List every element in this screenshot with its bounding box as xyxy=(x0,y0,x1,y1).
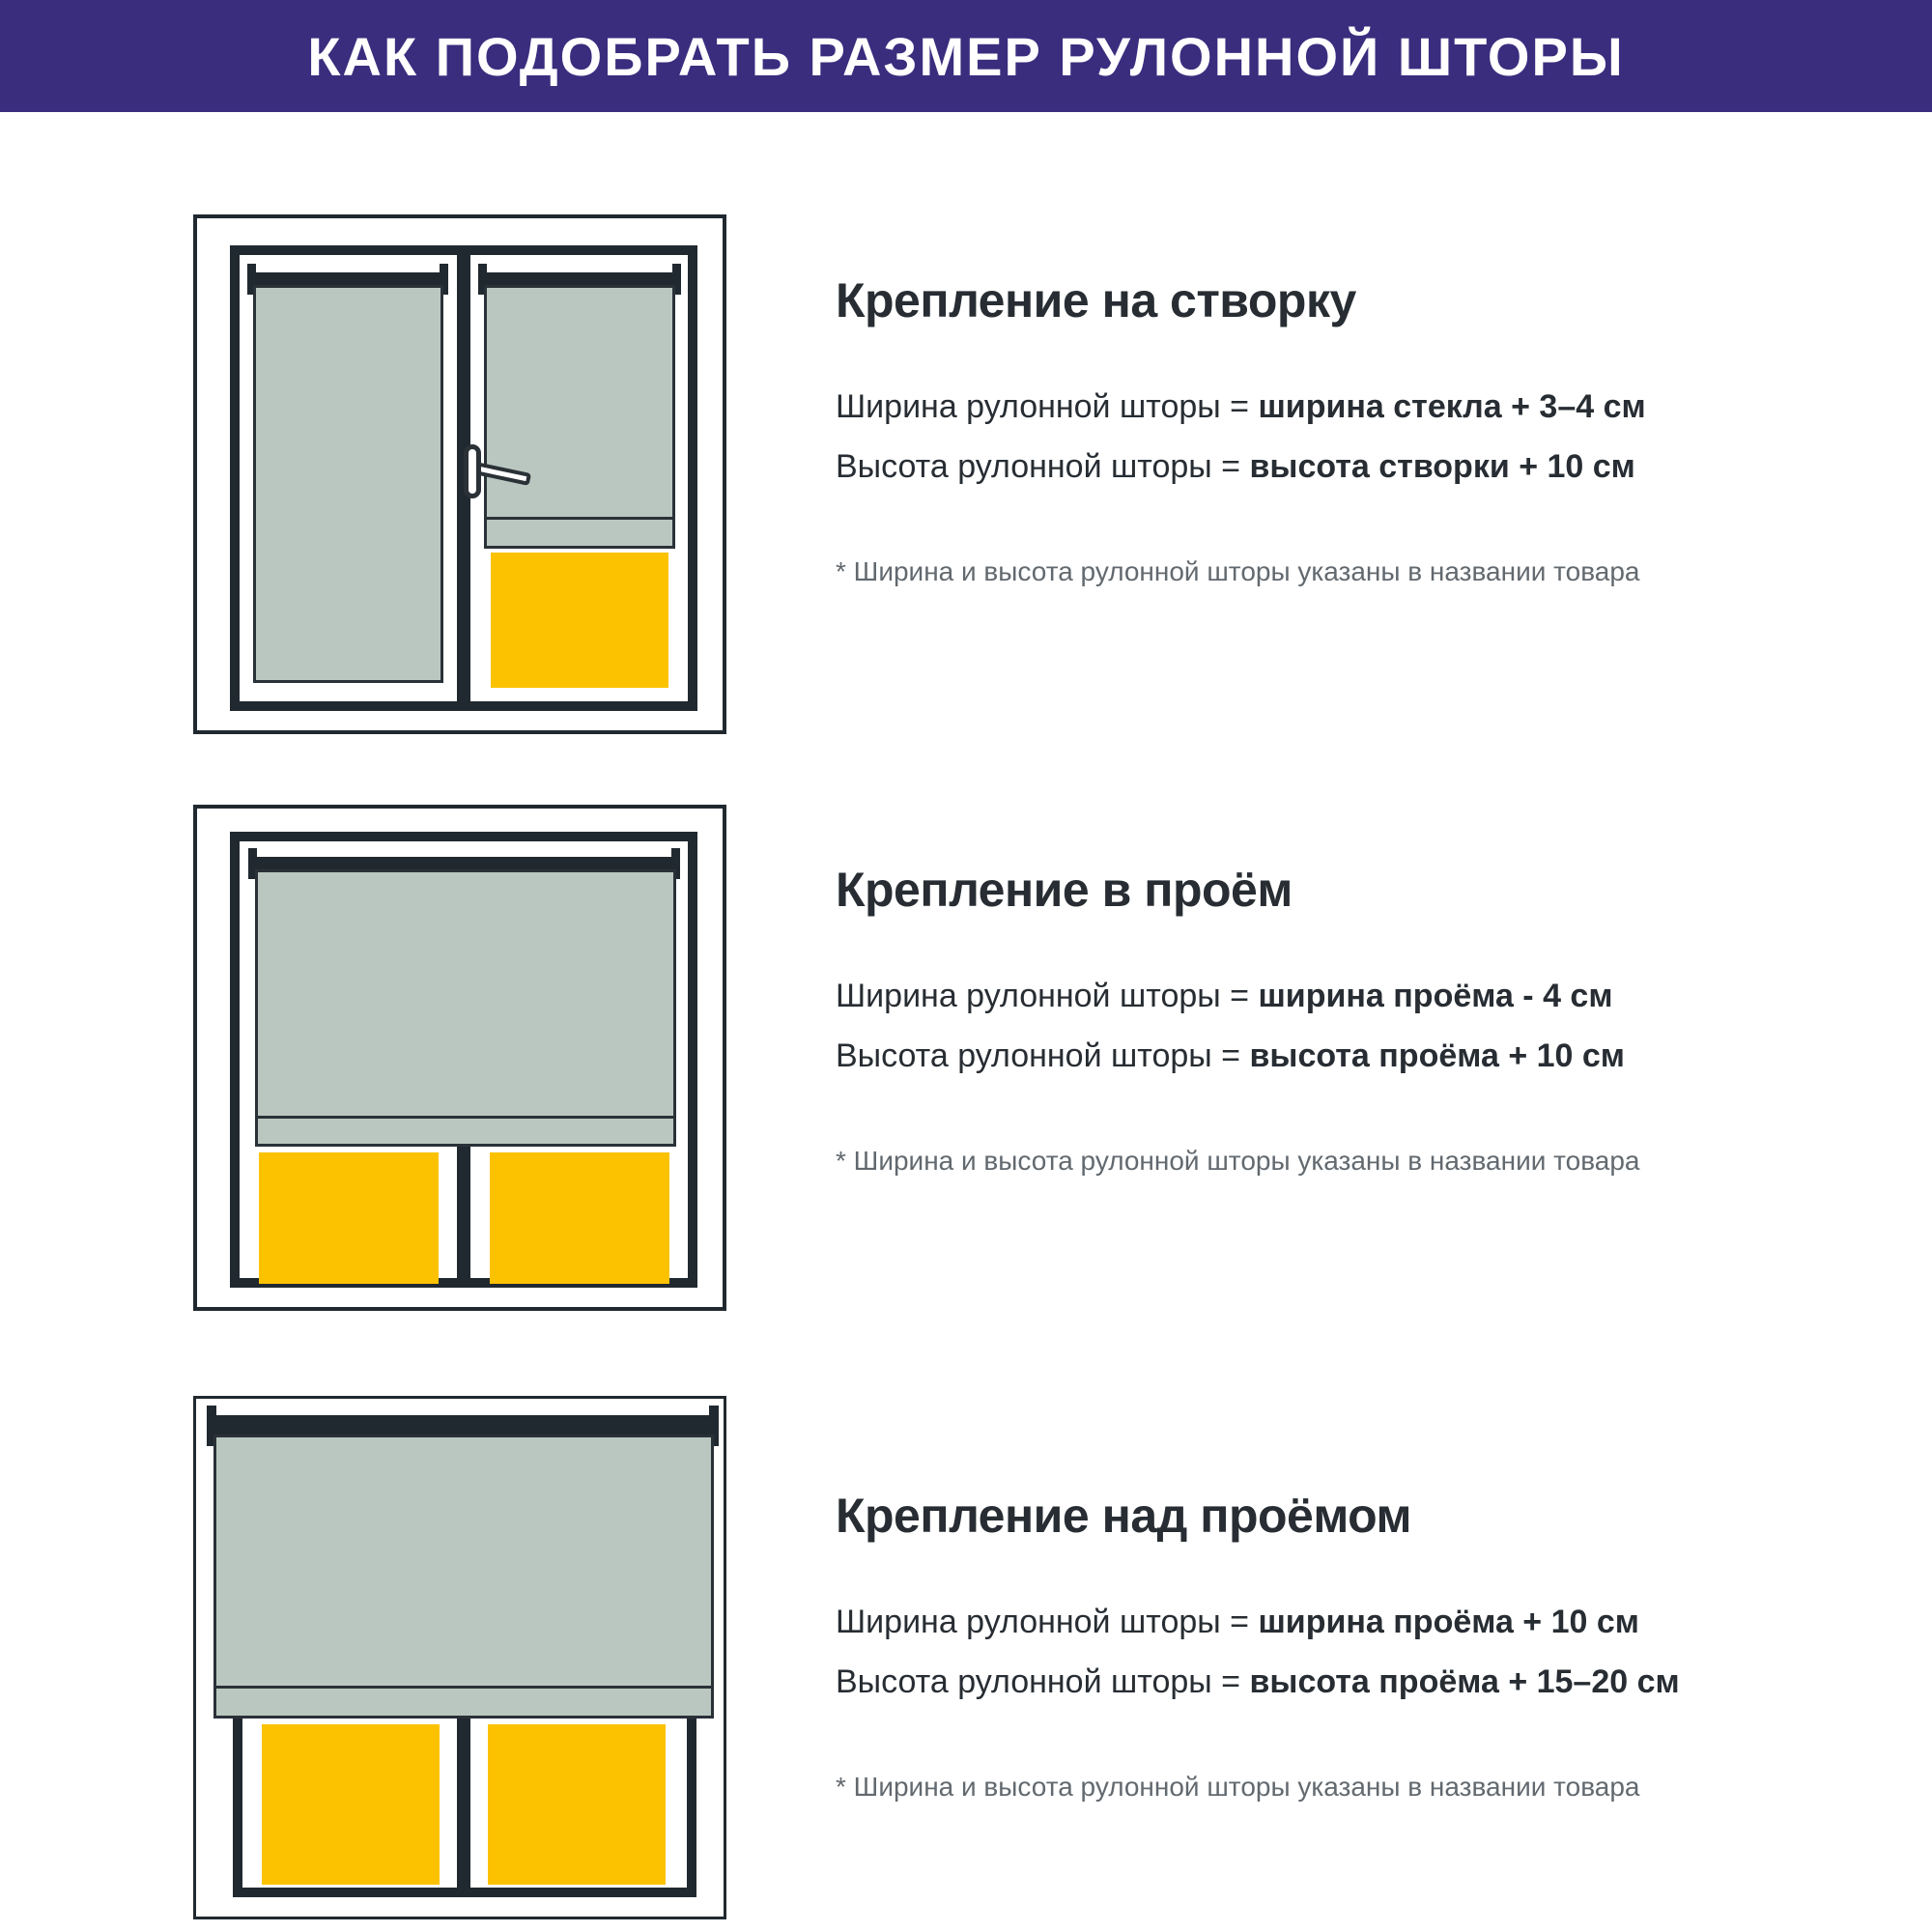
glass-pane xyxy=(490,1152,669,1284)
window-handle-icon xyxy=(464,444,481,498)
section-text-opening xyxy=(836,862,1676,1177)
blind-canvas xyxy=(213,1435,714,1689)
glass-pane xyxy=(262,1724,440,1885)
footnote: * Ширина и высота рулонной шторы указаны в названии товара xyxy=(836,1772,1640,1802)
blind-canvas xyxy=(255,869,676,1119)
blind-bottom-bar xyxy=(255,1116,676,1147)
window-divider xyxy=(457,1147,470,1278)
roller-rod-left xyxy=(249,272,447,285)
formula-list xyxy=(836,377,1676,497)
footnote: * Ширина и высота рулонной шторы указаны в названии товара xyxy=(836,1146,1640,1176)
formula-list xyxy=(836,1592,1680,1712)
page-title: КАК ПОДОБРАТЬ РАЗМЕР РУЛОННОЙ ШТОРЫ xyxy=(307,25,1625,87)
formula-height: Высота рулонной шторы = высота створки + 10 см xyxy=(836,448,1635,485)
footnote: * Ширина и высота рулонной шторы указаны в названии товара xyxy=(836,556,1640,586)
blind-bottom-bar xyxy=(484,517,675,549)
blind-canvas-left xyxy=(253,285,443,683)
section-heading: Крепление в проём xyxy=(836,863,1293,917)
diagram-blind-above-opening xyxy=(193,1396,726,1919)
blind-canvas-right xyxy=(484,285,675,520)
roller-rod xyxy=(251,857,678,869)
formula-height: Высота рулонной шторы = высота проёма + 15–20 см xyxy=(836,1663,1680,1700)
diagram-blind-in-opening xyxy=(193,805,726,1311)
formula-height: Высота рулонной шторы = высота проёма + 10 см xyxy=(836,1037,1625,1074)
roller-rod xyxy=(210,1415,716,1435)
roller-rod-right xyxy=(480,272,679,285)
banner xyxy=(0,0,1932,112)
window-divider xyxy=(457,1708,470,1888)
section-text-above-opening xyxy=(836,1488,1680,1803)
formula-list xyxy=(836,966,1676,1086)
glass-pane xyxy=(488,1724,666,1885)
section-heading: Крепление на створку xyxy=(836,273,1356,327)
section-text-sash xyxy=(836,272,1676,587)
formula-width: Ширина рулонной шторы = ширина проёма + 10 см xyxy=(836,1604,1639,1640)
formula-width: Ширина рулонной шторы = ширина стекла + 3–4 см xyxy=(836,388,1646,425)
formula-width: Ширина рулонной шторы = ширина проёма - 4 см xyxy=(836,978,1613,1014)
diagram-blind-on-sash xyxy=(193,214,726,734)
glass-pane xyxy=(491,553,668,688)
section-heading: Крепление над проёмом xyxy=(836,1489,1412,1543)
blind-bottom-bar xyxy=(213,1686,714,1719)
glass-pane xyxy=(259,1152,439,1284)
